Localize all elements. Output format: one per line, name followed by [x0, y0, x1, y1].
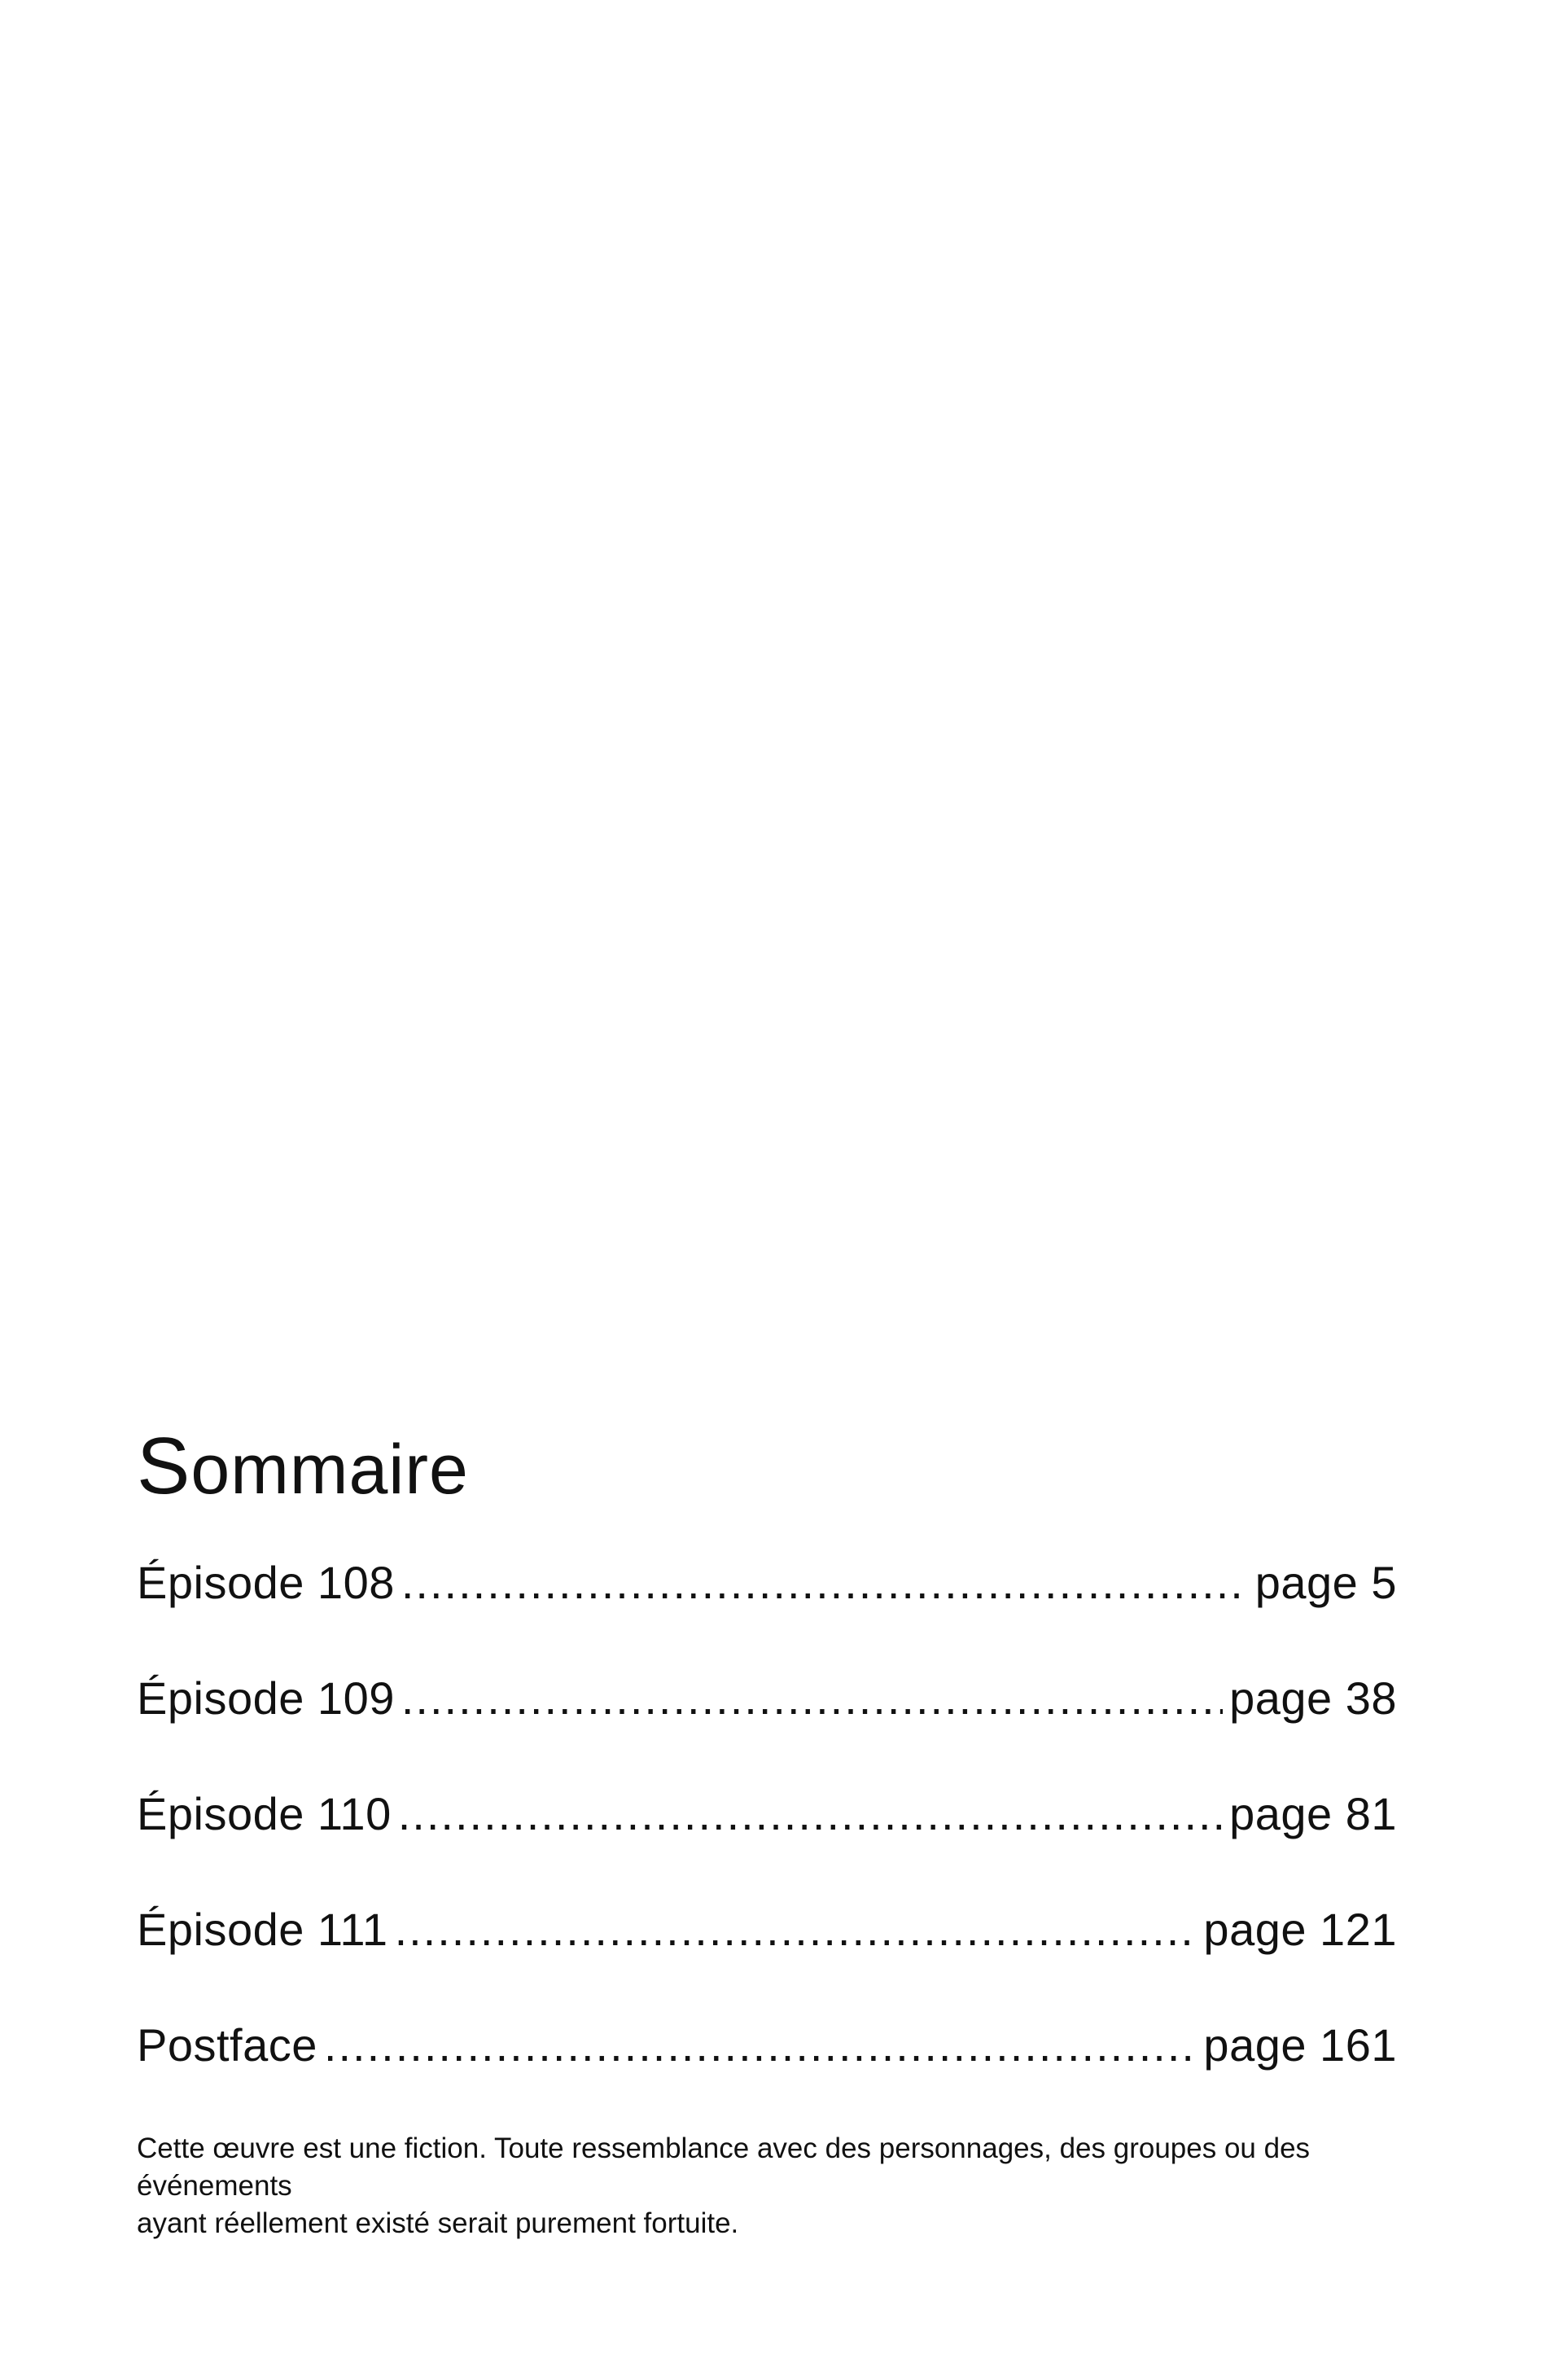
toc-entry-episode-108	[137, 1550, 1397, 1666]
disclaimer-line-1: Cette œuvre est une fiction. Toute ressemblance avec des personnages, des groupes ou des événements	[137, 2132, 1311, 2202]
toc-entry-label: Épisode 108	[137, 1557, 395, 1608]
toc-entry-label: Épisode 111	[137, 1904, 388, 1955]
toc-entry-episode-110	[137, 1782, 1397, 1897]
toc-entry-postface	[137, 2013, 1397, 2128]
dot-leader	[395, 1897, 1197, 1962]
toc-entry-page: page 161	[1203, 2019, 1397, 2071]
toc-entry-page: page 81	[1229, 1788, 1397, 1839]
toc-title-rest: ommaire	[190, 1431, 469, 1509]
disclaimer-line-2: ayant réellement existé serait purement fortuite.	[137, 2207, 739, 2239]
fiction-disclaimer	[137, 2130, 1397, 2242]
toc-entry-episode-109	[137, 1666, 1397, 1782]
toc-entry-page: page 38	[1229, 1672, 1397, 1724]
dot-leader	[398, 1782, 1223, 1847]
toc-entry-page: page 121	[1203, 1904, 1397, 1955]
toc-title-initial: S	[137, 1421, 191, 1510]
dot-leader	[401, 1550, 1249, 1615]
toc-entry-label: Épisode 109	[137, 1672, 395, 1724]
dot-leader	[324, 2013, 1197, 2078]
toc-title	[137, 1421, 1397, 1514]
toc-entry-label: Postface	[137, 2019, 317, 2071]
toc-entry-episode-111	[137, 1897, 1397, 2013]
toc-entry-label: Épisode 110	[137, 1788, 392, 1839]
table-of-contents	[137, 1421, 1397, 2242]
toc-list	[137, 1550, 1397, 2128]
toc-entry-page: page 5	[1254, 1557, 1397, 1608]
dot-leader	[401, 1666, 1223, 1731]
